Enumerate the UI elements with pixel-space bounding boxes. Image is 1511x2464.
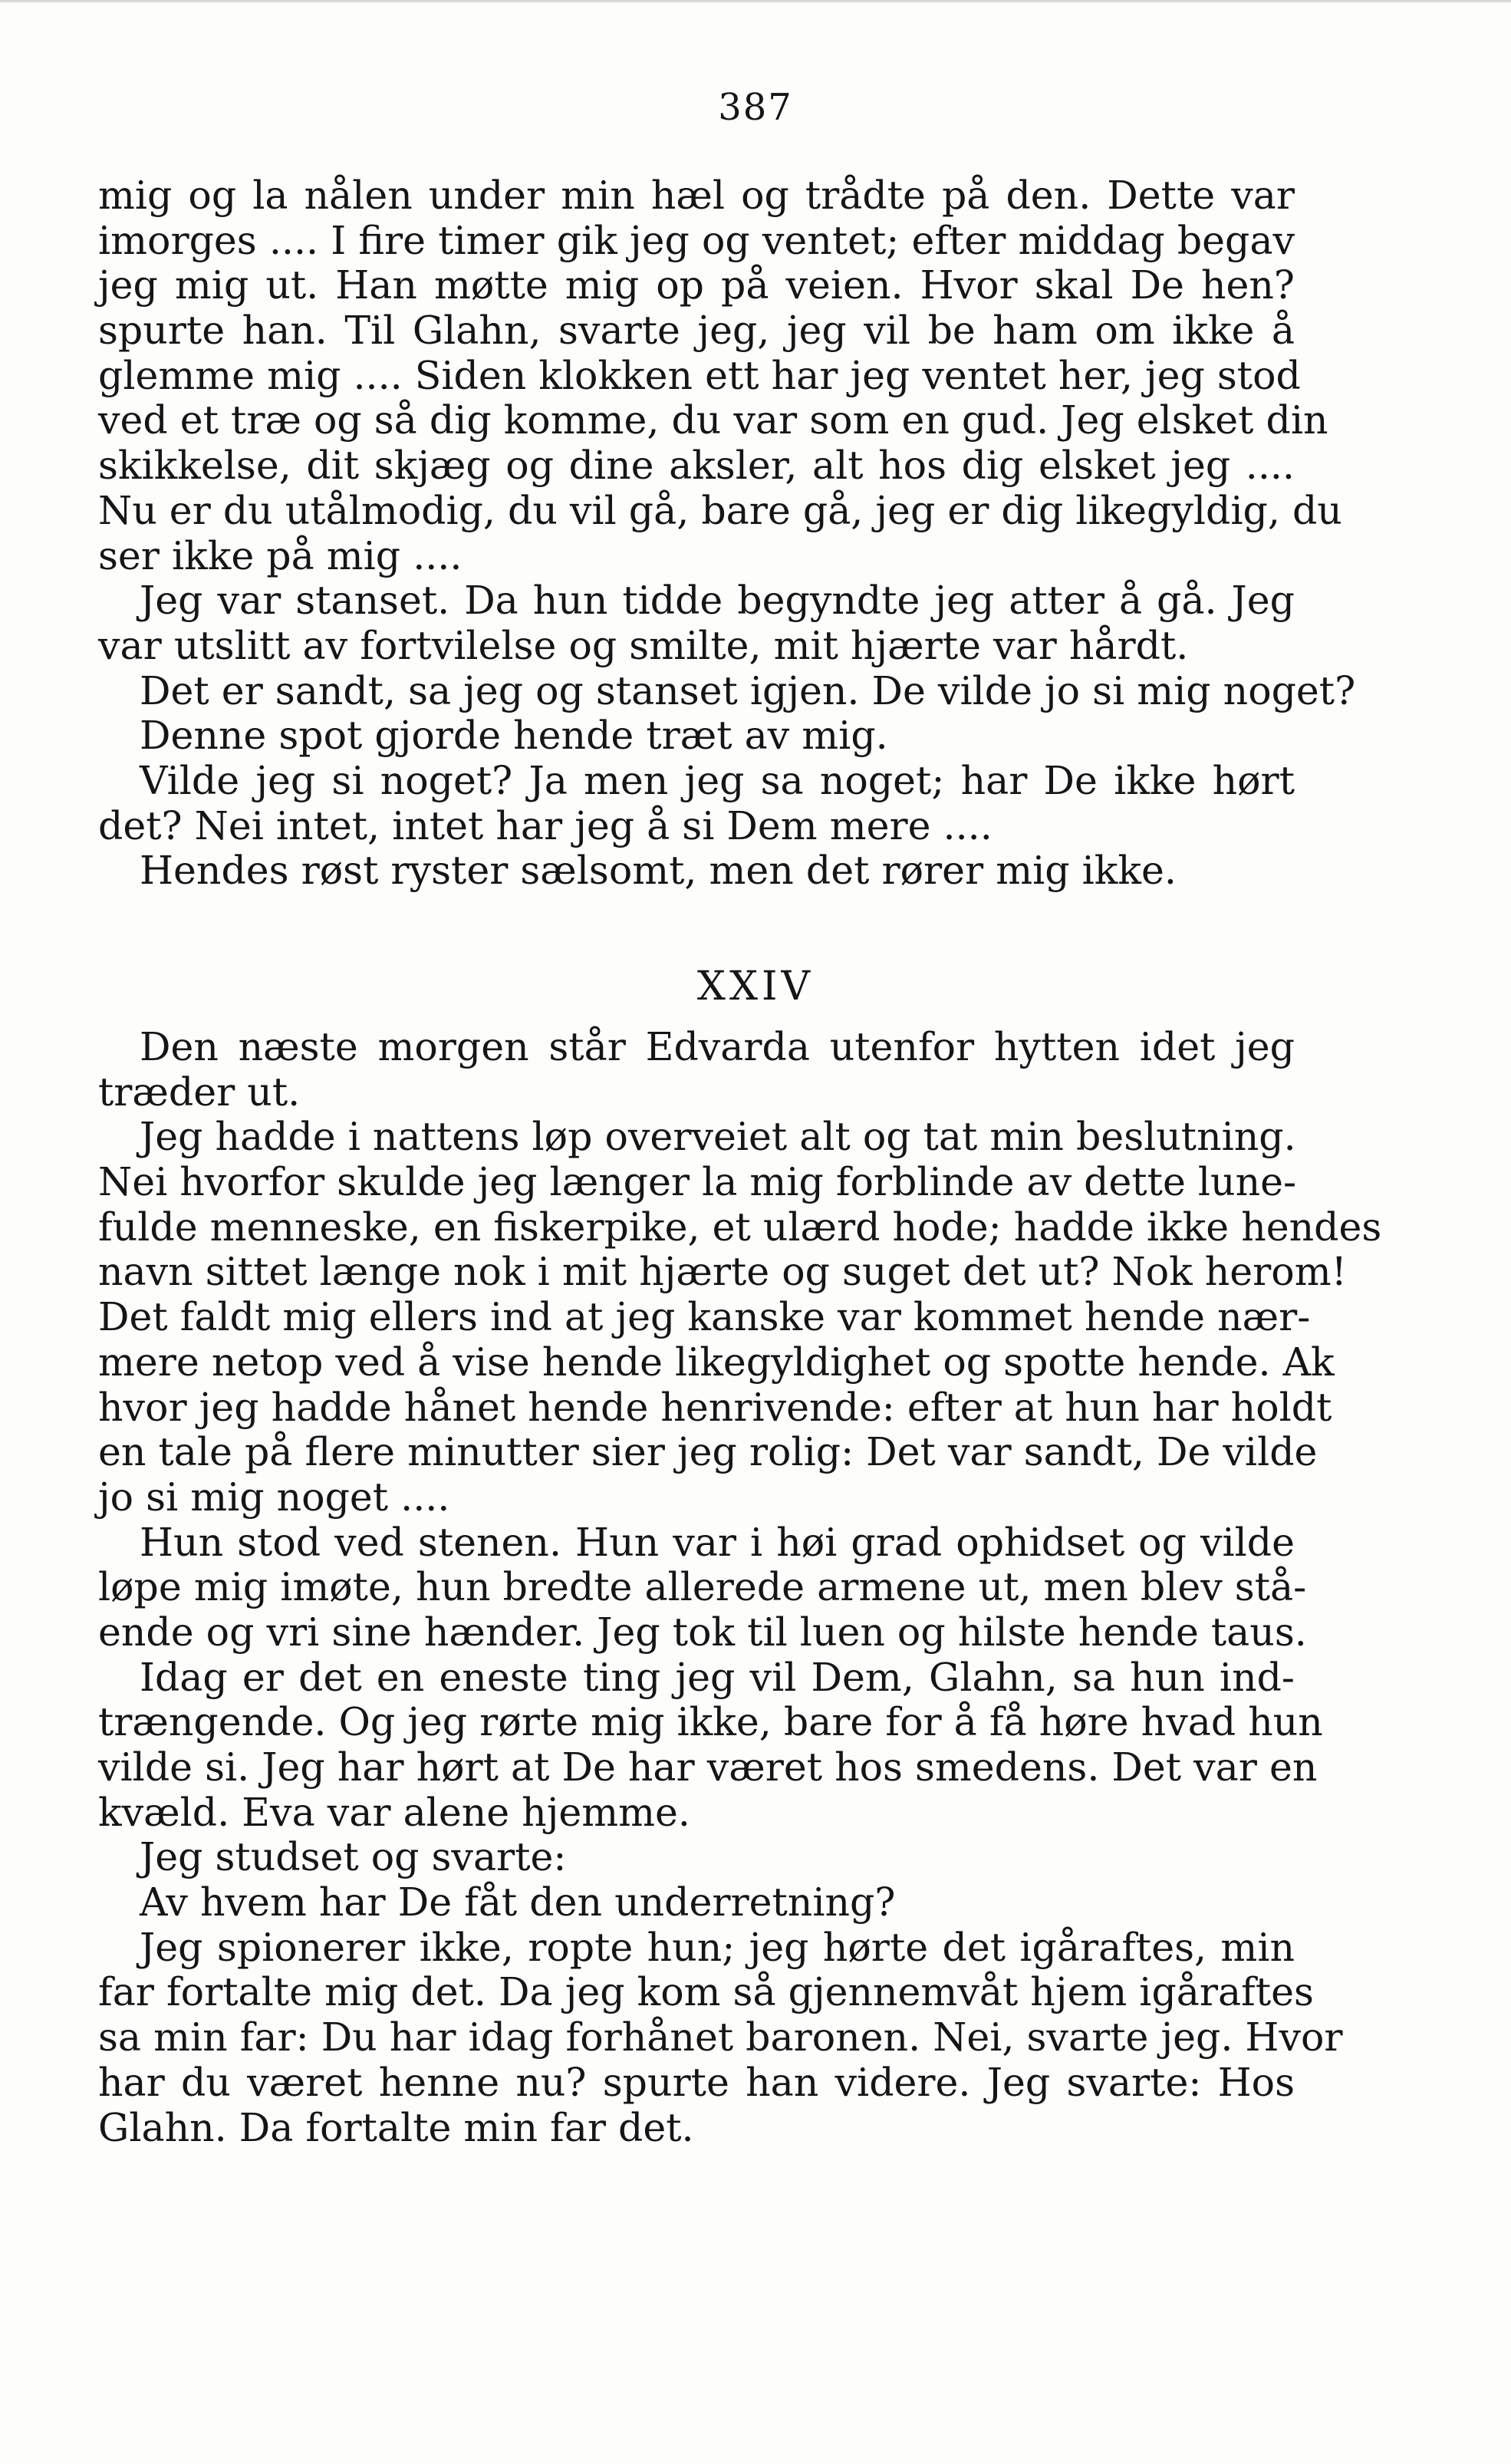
text-line: kvæld. Eva var alene hjemme.	[98, 1789, 690, 1835]
text-block-chapter-body	[98, 1024, 1382, 2150]
chapter-heading: XXIV	[696, 964, 815, 1010]
text-line: var utslitt av fortvilelse og smilte, mit hjærte var hårdt.	[98, 622, 1189, 668]
text-line: træder ut.	[98, 1069, 301, 1115]
text-line: jeg mig ut. Han møtte mig op på veien. Hvor skal De hen?	[98, 262, 1295, 308]
text-line: Den næste morgen står Edvarda utenfor hytten idet jeg	[140, 1024, 1295, 1069]
text-line: Jeg studset og svarte:	[140, 1834, 567, 1880]
text-line: en tale på flere minutter sier jeg rolig: Det var sandt, De vilde	[98, 1429, 1318, 1475]
page-top-edge	[0, 0, 1511, 2]
text-line: Vilde jeg si noget? Ja men jeg sa noget; har De ikke hørt	[140, 757, 1295, 803]
text-line: spurte han. Til Glahn, svarte jeg, jeg vil be ham om ikke å	[98, 308, 1295, 354]
text-line: ende og vri sine hænder. Jeg tok til luen og hilste hende taus.	[98, 1609, 1307, 1655]
text-line: Jeg var stanset. Da hun tidde begyndte jeg atter å gå. Jeg	[140, 578, 1295, 624]
text-line: Idag er det en eneste ting jeg vil Dem, Glahn, sa hun ind-	[140, 1654, 1295, 1700]
text-line: jo si mig noget ....	[98, 1474, 450, 1520]
text-line: Hun stod ved stenen. Hun var i høi grad ophidset og vilde	[140, 1519, 1295, 1565]
text-line: Denne spot gjorde hende træt av mig.	[140, 713, 888, 759]
text-line: Hendes røst ryster sælsomt, men det rører mig ikke.	[140, 848, 1177, 894]
text-line: glemme mig .... Siden klokken ett har jeg ventet her, jeg stod	[98, 352, 1301, 398]
text-line: Av hvem har De fåt den underretning?	[140, 1879, 896, 1925]
text-line: Det er sandt, sa jeg og stanset igjen. De vilde jo si mig noget?	[140, 667, 1356, 713]
text-line: imorges .... I fire timer gik jeg og ventet; efter middag begav	[98, 217, 1295, 263]
page-number: 387	[718, 86, 793, 129]
text-line: mere netop ved å vise hende likegyldighet og spotte hende. Ak	[98, 1339, 1335, 1385]
text-block-before-chapter	[98, 173, 1356, 894]
text-line: Det faldt mig ellers ind at jeg kanske var kommet hende nær-	[98, 1294, 1311, 1340]
text-line: ved et træ og så dig komme, du var som en gud. Jeg elsket din	[98, 397, 1328, 443]
text-line: løpe mig imøte, hun bredte allerede armene ut, men blev stå-	[98, 1564, 1307, 1610]
text-line: fulde menneske, en fiskerpike, et ulærd hode; hadde ikke hendes	[98, 1204, 1382, 1250]
text-line: sa min far: Du har idag forhånet baronen. Nei, svarte jeg. Hvor	[98, 2014, 1343, 2060]
text-line: trængende. Og jeg rørte mig ikke, bare for å få høre hvad hun	[98, 1699, 1323, 1745]
text-line: har du været henne nu? spurte han videre. Jeg svarte: Hos	[98, 2059, 1295, 2105]
text-line: Jeg spionerer ikke, ropte hun; jeg hørte det igåraftes, min	[140, 1924, 1295, 1970]
text-line: skikkelse, dit skjæg og dine aksler, alt hos dig elsket jeg ....	[98, 443, 1295, 489]
text-line: Glahn. Da fortalte min far det.	[98, 2104, 694, 2150]
text-line: vilde si. Jeg har hørt at De har været hos smedens. Det var en	[98, 1744, 1318, 1790]
text-line: navn sittet længe nok i mit hjærte og suget det ut? Nok herom!	[98, 1249, 1347, 1295]
text-line: Nu er du utålmodig, du vil gå, bare gå, jeg er dig likegyldig, du	[98, 487, 1342, 533]
text-line: Jeg hadde i nattens løp overveiet alt og tat min beslutning.	[140, 1114, 1296, 1160]
text-line: hvor jeg hadde hånet hende henrivende: efter at hun har holdt	[98, 1384, 1332, 1430]
text-line: ser ikke på mig ....	[98, 532, 463, 578]
text-line: Nei hvorfor skulde jeg længer la mig forblinde av dette lune-	[98, 1159, 1297, 1205]
text-line: mig og la nålen under min hæl og trådte på den. Dette var	[98, 173, 1295, 218]
text-line: far fortalte mig det. Da jeg kom så gjennemvåt hjem igåraftes	[98, 1969, 1314, 2015]
text-line: det? Nei intet, intet har jeg å si Dem mere ....	[98, 802, 993, 848]
